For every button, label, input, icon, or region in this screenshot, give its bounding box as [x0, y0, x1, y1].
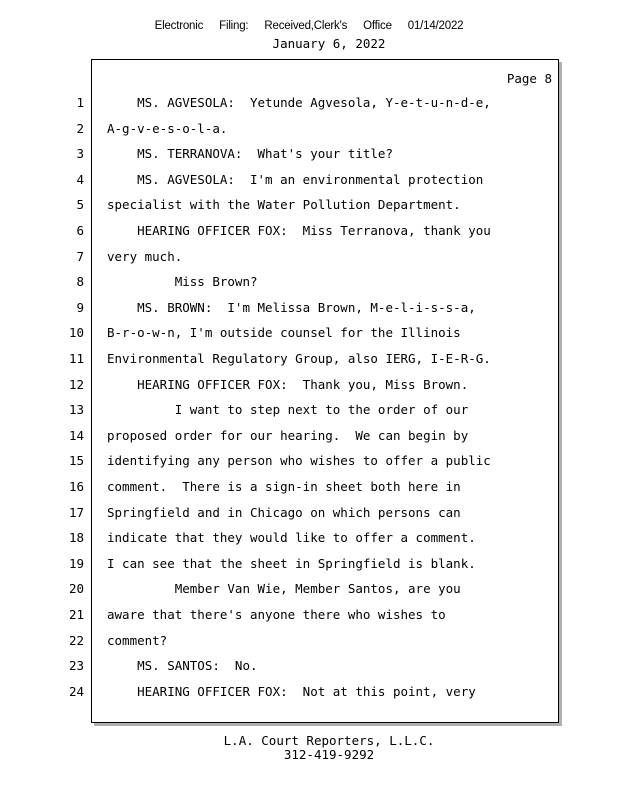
- filing-stamp-date: 01/14/2022: [407, 20, 464, 32]
- transcript-line: [0, 172, 618, 198]
- line-number: 24: [68, 683, 84, 699]
- transcript-line: [0, 325, 618, 351]
- line-number: 4: [76, 171, 84, 187]
- line-text: MS. TERRANOVA: What's your title?: [107, 146, 393, 162]
- transcript-line: [0, 633, 618, 659]
- line-text: indicate that they would like to offer a comment.: [107, 530, 476, 546]
- line-text: A-g-v-e-s-o-l-a.: [107, 120, 228, 136]
- line-text: MS. AGVESOLA: I'm an environmental protection: [107, 171, 484, 187]
- line-number: 7: [76, 248, 84, 264]
- line-text: HEARING OFFICER FOX: Not at this point, very: [107, 683, 476, 699]
- line-number: 5: [76, 197, 84, 213]
- line-text: B-r-o-w-n, I'm outside counsel for the Illinois: [107, 325, 461, 341]
- line-number: 12: [68, 376, 84, 392]
- transcript-line: [0, 300, 618, 326]
- line-text: HEARING OFFICER FOX: Thank you, Miss Brown.: [107, 376, 469, 392]
- line-number: 18: [68, 530, 84, 546]
- page-number: Page 8: [506, 71, 552, 86]
- line-text: specialist with the Water Pollution Department.: [107, 197, 461, 213]
- transcript-line: [0, 95, 618, 121]
- line-text: MS. SANTOS: No.: [107, 658, 258, 674]
- transcript-line: [0, 377, 618, 403]
- line-text: comment?: [107, 632, 168, 648]
- line-number: 6: [76, 223, 84, 238]
- line-text: I want to step next to the order of our: [107, 402, 469, 418]
- line-number: 23: [68, 658, 84, 674]
- transcript-date: January 6, 2022: [272, 36, 386, 51]
- transcript-line: [0, 658, 618, 684]
- transcript-line: [0, 581, 618, 607]
- transcript-line: [0, 428, 618, 454]
- transcript-line: [0, 479, 618, 505]
- line-number: 20: [68, 581, 84, 597]
- line-text: Miss Brown?: [107, 274, 258, 290]
- line-number: 10: [68, 325, 84, 341]
- transcript-line: [0, 607, 618, 633]
- transcript-line: [0, 274, 618, 300]
- line-number: 17: [68, 504, 84, 520]
- line-text: MS. BROWN: I'm Melissa Brown, M-e-l-i-s-s-a,: [107, 299, 476, 315]
- line-text: aware that there's anyone there who wishes to: [107, 607, 446, 622]
- reporter-phone: 312-419-9292: [283, 747, 375, 762]
- filing-stamp-electronic: Electronic: [154, 20, 204, 32]
- transcript-line: [0, 556, 618, 582]
- line-number: 15: [68, 453, 84, 469]
- transcript-line: [0, 197, 618, 223]
- transcript-line: [0, 146, 618, 172]
- filing-stamp-office: Office: [363, 20, 392, 32]
- line-text: comment. There is a sign-in sheet both here in: [107, 479, 461, 494]
- line-number: 1: [76, 95, 84, 110]
- line-number: 21: [68, 607, 84, 622]
- line-text: I can see that the sheet in Springfield is blank.: [107, 555, 476, 571]
- line-number: 11: [68, 351, 84, 366]
- line-text: very much.: [107, 248, 183, 264]
- line-number: 8: [76, 274, 84, 290]
- line-number: 13: [68, 402, 84, 418]
- filing-stamp: [0, 20, 618, 32]
- line-text: proposed order for our hearing. We can begin by: [107, 427, 469, 443]
- line-text: HEARING OFFICER FOX: Miss Terranova, thank you: [107, 223, 491, 238]
- transcript-line: [0, 223, 618, 249]
- line-number: 9: [76, 299, 84, 315]
- line-number: 14: [68, 427, 84, 443]
- transcript-line: [0, 121, 618, 147]
- transcript-line: [0, 530, 618, 556]
- line-text: Member Van Wie, Member Santos, are you: [107, 581, 461, 597]
- line-number: 22: [68, 632, 84, 648]
- filing-stamp-received: Received,Clerk's: [264, 20, 348, 32]
- transcript-line: [0, 684, 618, 710]
- transcript-line: [0, 505, 618, 531]
- reporter-company: L.A. Court Reporters, L.L.C.: [223, 733, 435, 748]
- transcript-line: [0, 351, 618, 377]
- line-text: Environmental Regulatory Group, also IERG, I-E-R-G.: [107, 351, 491, 366]
- transcript-line: [0, 453, 618, 479]
- line-number: 2: [76, 120, 84, 136]
- line-text: Springfield and in Chicago on which persons can: [107, 504, 461, 520]
- line-number: 3: [76, 146, 84, 162]
- line-text: MS. AGVESOLA: Yetunde Agvesola, Y-e-t-u-n-d-e,: [107, 95, 491, 110]
- line-number: 16: [68, 479, 84, 494]
- line-number: 19: [68, 555, 84, 571]
- transcript-line: [0, 402, 618, 428]
- filing-stamp-filing: Filing:: [219, 20, 249, 32]
- line-text: identifying any person who wishes to offer a public: [107, 453, 491, 469]
- transcript-line: [0, 249, 618, 275]
